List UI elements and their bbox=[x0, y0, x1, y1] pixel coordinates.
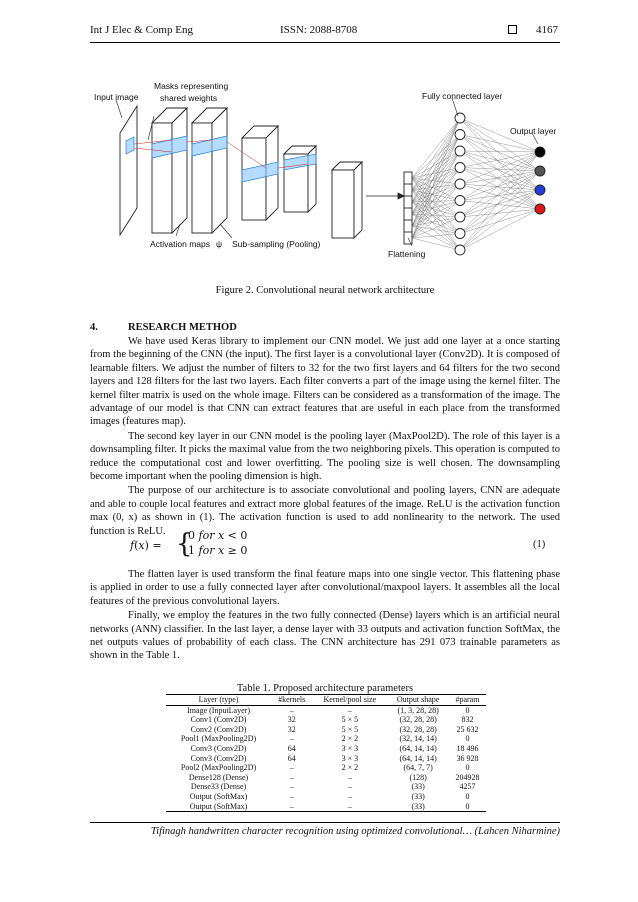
running-footer: Tifinagh handwritten character recognition using optimized convolutional… (Lahcen Niharmine) bbox=[150, 826, 560, 837]
hidden-neuron bbox=[455, 113, 465, 123]
table-row bbox=[166, 782, 486, 792]
table-cell: 4257 bbox=[459, 782, 476, 792]
psi-label: ψ bbox=[216, 239, 223, 249]
table-cell: 2 × 2 bbox=[341, 734, 359, 744]
figure-caption: Figure 2. Convolutional neural network architecture bbox=[215, 285, 435, 296]
table-row bbox=[166, 792, 486, 802]
hidden-neuron bbox=[455, 179, 465, 189]
table-cell: 832 bbox=[461, 715, 474, 725]
paragraph-1: We have used Keras library to implement our CNN model. We just add one layer at a once starting from the beginning of the CNN (the input). The first layer is a convolutional layer (Conv2D). It is composed of learnable filters. We adjust the number of filters to 32 for the two first layers and 64 filters for the two second layers and 128 filters for the last two layers. Each filter converts a part of the image using the kernel filter. The kernel filter matrix is used on the whole image. Filters can be considered as a transformation of the image. The advantage of our model is that CNN can extract features that are useful in each place from the transformed images (features map). bbox=[90, 336, 560, 428]
activation-map-1-front bbox=[152, 123, 172, 233]
table-cell: 25 632 bbox=[456, 724, 479, 734]
table-row bbox=[166, 725, 486, 735]
table-cell: – bbox=[289, 734, 294, 744]
table-cell: – bbox=[289, 763, 294, 773]
table-cell: – bbox=[347, 705, 352, 715]
footer-rule bbox=[90, 822, 560, 823]
table-caption: Table 1. Proposed architecture parameters bbox=[236, 683, 414, 694]
running-header bbox=[90, 24, 558, 40]
header-kernels: #kernels bbox=[271, 695, 312, 706]
pooled-map-1-front bbox=[192, 123, 212, 233]
table-cell: (64, 14, 14) bbox=[399, 743, 437, 753]
table-row bbox=[166, 754, 486, 764]
table-cell: Dense128 (Dense) bbox=[188, 772, 249, 782]
table-cell: Pool2 (MaxPooling2D) bbox=[180, 763, 257, 773]
table-cell: – bbox=[271, 802, 312, 812]
table-cell: – bbox=[312, 802, 387, 812]
page-number: 4167 bbox=[536, 24, 558, 36]
hidden-neuron bbox=[455, 196, 465, 206]
paragraph-3: The purpose of our architecture is to associate convolutional and pooling layers, CNN are adequate and able to couple local features and extract more global features of the image. ReLU is the activation function max (0, x) as shown in (1). The activation function is used to add nonlinearity to the network. The used function is ReLU. bbox=[90, 485, 560, 537]
masks-label-line2: shared weights bbox=[160, 93, 218, 103]
issn: ISSN: 2088-8708 bbox=[280, 24, 358, 36]
activation-maps-label: Activation maps bbox=[150, 239, 210, 249]
section-body-after-equation bbox=[90, 568, 560, 663]
hidden-neuron bbox=[455, 163, 465, 173]
paragraph-2: The second key layer in our CNN model is the pooling layer (MaxPool2D). The role of this layer is a downsampling filter. It picks the maximal value from the two neighboring pixels. This operation is computed to reduce the computational cost and lower overfitting. The pooling size is well chosen. The downsampling become important when the pooling dimension is high. bbox=[90, 430, 560, 483]
table-cell: (33) bbox=[411, 791, 425, 801]
table-cell: (32, 14, 14) bbox=[399, 734, 437, 744]
table-cell: – bbox=[289, 705, 294, 715]
table-cell: 3 × 3 bbox=[341, 743, 359, 753]
table-cell: 0 bbox=[465, 763, 470, 773]
table-cell: 5 × 5 bbox=[341, 724, 359, 734]
table-cell: – bbox=[347, 791, 352, 801]
hidden-neuron bbox=[455, 229, 465, 239]
final-map-side bbox=[354, 162, 362, 238]
table-cell: 204928 bbox=[455, 772, 480, 782]
equation-number: (1) bbox=[533, 539, 546, 550]
equation-case-2: 1 𝑓𝑜𝑟 𝑥 ≥ 0 bbox=[188, 544, 248, 557]
table-row bbox=[166, 705, 486, 715]
hidden-neuron bbox=[455, 146, 465, 156]
table-cell: (1, 3, 28, 28) bbox=[397, 705, 439, 715]
header-output-shape: Output shape bbox=[387, 695, 449, 706]
table-cell: (64, 7, 7) bbox=[403, 763, 433, 773]
parameters-table bbox=[166, 694, 486, 812]
table-cell: (32, 28, 28) bbox=[399, 724, 437, 734]
table-cell: Conv3 (Conv2D) bbox=[190, 753, 247, 763]
table-cell: 18 496 bbox=[456, 743, 479, 753]
table-row bbox=[166, 802, 486, 812]
table-cell: – bbox=[347, 772, 352, 782]
table-cell: 0 bbox=[465, 705, 470, 715]
fc-connections bbox=[412, 118, 540, 250]
output-neuron bbox=[535, 185, 545, 195]
journal-name: Int J Elec & Comp Eng bbox=[90, 24, 193, 36]
table-cell: 64 bbox=[287, 753, 296, 763]
table-cell: 64 bbox=[287, 743, 296, 753]
output-neuron bbox=[535, 166, 545, 176]
table-cell: (64, 14, 14) bbox=[399, 753, 437, 763]
table-cell: Output (SoftMax) bbox=[189, 791, 248, 801]
table-row bbox=[166, 744, 486, 754]
header-layer-type: Layer (type) bbox=[166, 695, 271, 706]
section-title: RESEARCH METHOD bbox=[128, 322, 237, 333]
table-cell: 0 bbox=[465, 734, 470, 744]
table-cell: (128) bbox=[409, 772, 427, 782]
pooled-map-1-side bbox=[212, 108, 227, 233]
output-layer-label: Output layer bbox=[510, 126, 557, 136]
table-row bbox=[166, 734, 486, 744]
brace-icon: { bbox=[176, 529, 193, 559]
table-cell: 36 928 bbox=[456, 753, 479, 763]
hidden-neuron bbox=[455, 212, 465, 222]
flattening-label: Flattening bbox=[388, 249, 426, 259]
table-header-row bbox=[166, 695, 486, 706]
table-cell: – bbox=[289, 791, 294, 801]
activation-map-1-side bbox=[172, 108, 187, 233]
subsampling-label: Sub-sampling (Pooling) bbox=[232, 239, 321, 249]
table-cell: 5 × 5 bbox=[341, 715, 359, 725]
table-cell: (32, 28, 28) bbox=[399, 715, 437, 725]
table-cell: – bbox=[347, 782, 352, 792]
table-cell: – bbox=[289, 782, 294, 792]
final-map-front bbox=[332, 170, 354, 238]
hidden-neuron bbox=[455, 245, 465, 255]
table-cell: 0 bbox=[449, 802, 486, 812]
paragraph-5: Finally, we employ the features in the two fully connected (Dense) layers which is an artificial neural networks (ANN) classifier. In the last layer, a dense layer with 33 outputs and activation function SoftMax, the net outputs values of probability of each class. The CNN architecture has 291 073 trainable parameters as shown in the Table 1. bbox=[90, 610, 560, 662]
fully-connected-label: Fully connected layer bbox=[422, 91, 503, 101]
paragraph-4: The flatten layer is used transform the final feature maps into one single vector. This flattening phase is applied in order to use a fully connected layer after convolutional/maxpool layers. It assembles all the local features of the previous convolutional layers. bbox=[90, 569, 560, 607]
output-neuron bbox=[535, 204, 545, 214]
table-row bbox=[166, 763, 486, 773]
table-cell: (33) bbox=[387, 802, 449, 812]
section-number: 4. bbox=[90, 322, 98, 333]
table-cell: (33) bbox=[411, 782, 425, 792]
table-cell: 32 bbox=[287, 715, 296, 725]
header-kernel-pool-size: Kernel/pool size bbox=[312, 695, 387, 706]
box-icon bbox=[508, 25, 517, 34]
table-cell: 32 bbox=[287, 724, 296, 734]
header-param: #param bbox=[449, 695, 486, 706]
output-neuron bbox=[535, 147, 545, 157]
table-cell: 3 × 3 bbox=[341, 753, 359, 763]
section-heading bbox=[90, 322, 237, 333]
masks-label-line1: Masks representing bbox=[154, 81, 229, 91]
table-cell: Image (InputLayer) bbox=[187, 705, 250, 715]
table-cell: Output (SoftMax) bbox=[166, 802, 271, 812]
hidden-neuron bbox=[455, 130, 465, 140]
input-image-label: Input image bbox=[94, 92, 139, 102]
cnn-architecture-figure bbox=[92, 78, 562, 273]
table-row bbox=[166, 715, 486, 725]
table-cell: Dense33 (Dense) bbox=[190, 782, 247, 792]
section-body-before-equation bbox=[90, 335, 560, 538]
header-rule bbox=[90, 42, 560, 43]
equation-case-1: 0 𝑓𝑜𝑟 𝑥 < 0 bbox=[188, 529, 248, 542]
table-cell: Pool1 (MaxPooling2D) bbox=[180, 734, 257, 744]
table-cell: – bbox=[289, 772, 294, 782]
equation-lhs: 𝑓(𝑥) = bbox=[130, 539, 162, 552]
table-cell: 0 bbox=[465, 791, 470, 801]
table-cell: Conv1 (Conv2D) bbox=[190, 715, 247, 725]
table-cell: Conv3 (Conv2D) bbox=[190, 743, 247, 753]
input-image-plane bbox=[120, 106, 137, 235]
table-row bbox=[166, 773, 486, 783]
table-cell: 2 × 2 bbox=[341, 763, 359, 773]
table-cell: Conv2 (Conv2D) bbox=[190, 724, 247, 734]
